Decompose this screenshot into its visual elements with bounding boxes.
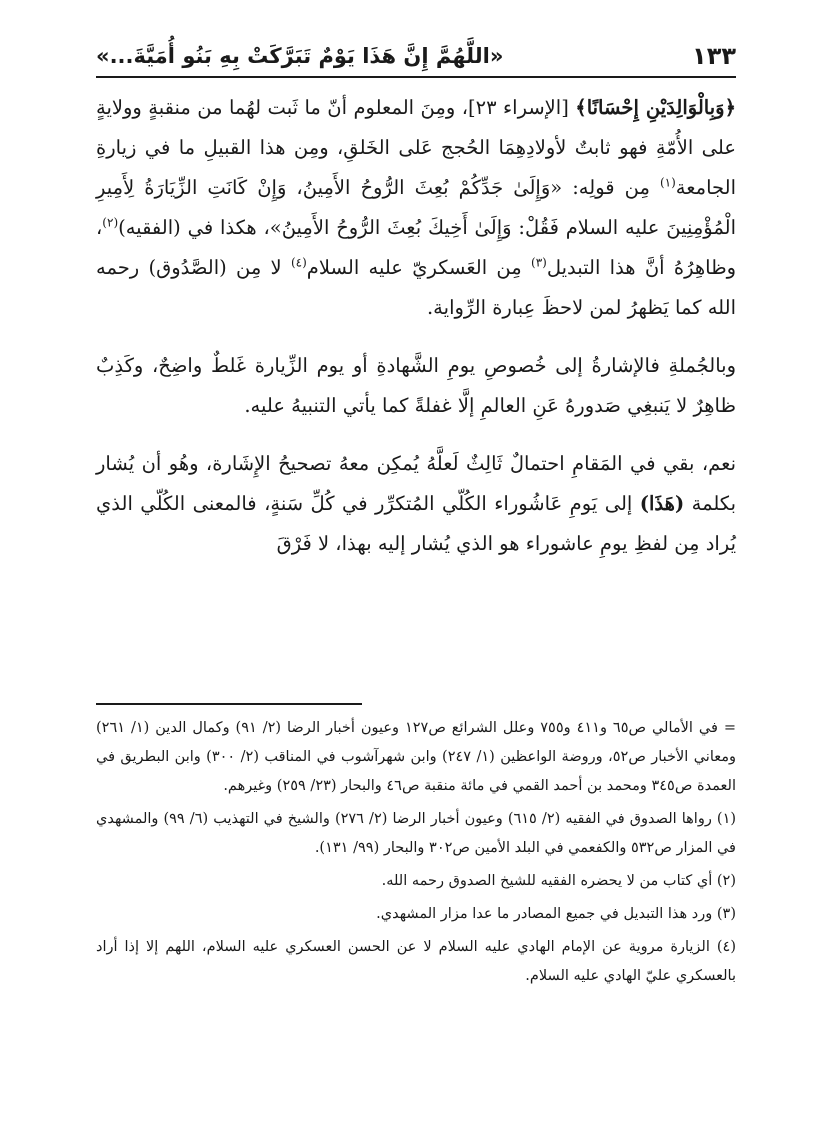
paragraph-text: ، وظاهِرُهُ أنَّ هذا التبديل <box>96 216 737 279</box>
footnote-1: (١) رواها الصدوق في الفقيه (٢/ ٦١٥) وعيون أخبار الرضا (٢/ ٢٧٦) والشيخ في التهذيب (٦/ ٩٩) والمشهدي في المزار ص٥٣٢ والكفعمي في البلد الأمين ص٣٠٢ والبحار (٩٩/ ١٣١). <box>96 811 737 856</box>
main-text <box>96 88 736 564</box>
page-header <box>96 36 736 78</box>
footnote-3: (٣) ورد هذا التبديل في جميع المصادر ما عدا مزار المشهدي. <box>376 906 736 922</box>
paragraph-text: ومِنَ المعلوم أنّ ما ثَبت لهُما من منقبةٍ وولايةٍ على الأُمّةِ فهو ثابتٌ لأولادِهِمَا الحُجج عَلى الخَلقِ، ومِن هذا القبيلِ ما في زيارةِ الجامعة <box>96 96 736 199</box>
quran-verse: ﴿وَبِالْوَالِدَيْنِ إِحْسَانًا﴾ <box>575 96 736 119</box>
footnote-marker-2[interactable]: (٢) <box>102 215 119 230</box>
footnotes <box>96 714 736 995</box>
footnote-marker-3[interactable]: (٣) <box>531 255 547 270</box>
footnote-2: (٢) أي كتاب من لا يحضره الفقيه للشيخ الصدوق رحمه الله. <box>381 873 736 889</box>
footnote-continued: = في الأمالي ص٦٥ و٤١١ و٧٥٥ وعلل الشرائع ص١٢٧ وعيون أخبار الرضا (٢/ ٩١) وكمال الدين (١/ ٢٦١) ومعاني الأخبار ص٥٢، وروضة الواعظين (١/ ٢٤٧) وابن شهرآشوب في المناقب (٢/ ٣٠٠) وابن البطريق في العمدة ص٣٤٥ ومحمد بن أحمد القمي في مائة منقبة ص٤٦ والبحار (٢٣/ ٢٥٩) وغيرهم. <box>96 720 737 794</box>
page-number: ١٣٣ <box>692 42 736 70</box>
paragraph-text: مِن العَسكريّ عليه السلام <box>306 256 531 279</box>
paragraph-1 <box>96 88 736 328</box>
paragraph-text: لا مِن (الصَّدُوق) رحمه الله كما يَظهرُ لمن لاحظَ عِبارة الرِّواية. <box>96 256 736 319</box>
keyword-hadha: (هَذَا) <box>639 492 685 515</box>
running-title: «اللَّهُمَّ إِنَّ هَذَا يَوْمٌ تَبَرَّكَتْ بِهِ بَنُو أُمَيَّةَ...» <box>96 44 504 68</box>
footnote-4: (٤) الزيارة مروية عن الإمام الهادي عليه السلام لا عن الحسن العسكري عليه السلام، اللهم إلا إذا أراد بالعسكري عليّ الهادي عليه السلام. <box>96 939 736 984</box>
paragraph-text: مِن قولِه: «وَإِلَىٰ جَدِّكُمْ بُعِثَ الرُّوحُ الأَمِينُ، وَإِنْ كَانَتِ الزِّيَارَةُ لِأَمِيرِ الْمُؤْمِنِينَ عليه السلام فَقُلْ: وَإِلَىٰ أَخِيكَ بُعِثَ الرُّوحُ الأَمِينُ»، هكذا في (الفقيه) <box>96 176 736 239</box>
paragraph-text: إلى يَومِ عَاشُوراء الكُلّي المُتكرِّر في كُلِّ سَنةٍ، فالمعنى الكُلّي الذي يُراد مِن لفظِ يومِ عاشوراء هو الذي يُشار إليه بهذا، لا فَرْقَ <box>96 492 736 555</box>
verse-reference: [الإسراء ٢٣]، <box>455 96 576 119</box>
paragraph-2: وبالجُملةِ فالإشارةُ إلى خُصوصِ يومِ الشَّهادةِ أو يوم الزِّيارة غَلطٌ واضِحٌ، وكَذِبٌ ظاهِرٌ لا يَنبغِي صَدورهُ عَنِ العالمِ إلَّا غفلةً كما يأتي التنبيهُ عليه. <box>96 354 736 417</box>
footnote-divider <box>96 703 362 705</box>
paragraph-text: نعم، بقي في المَقامِ احتمالٌ ثَالِثٌ لَعلَّهُ يُمكِن معهُ تصحيحُ الإِشَارة، وهُو أن يُشار بكلمة <box>96 452 737 515</box>
paragraph-3 <box>96 444 736 564</box>
footnote-marker-1[interactable]: (١) <box>659 175 676 190</box>
footnote-marker-4[interactable]: (٤) <box>290 255 307 270</box>
